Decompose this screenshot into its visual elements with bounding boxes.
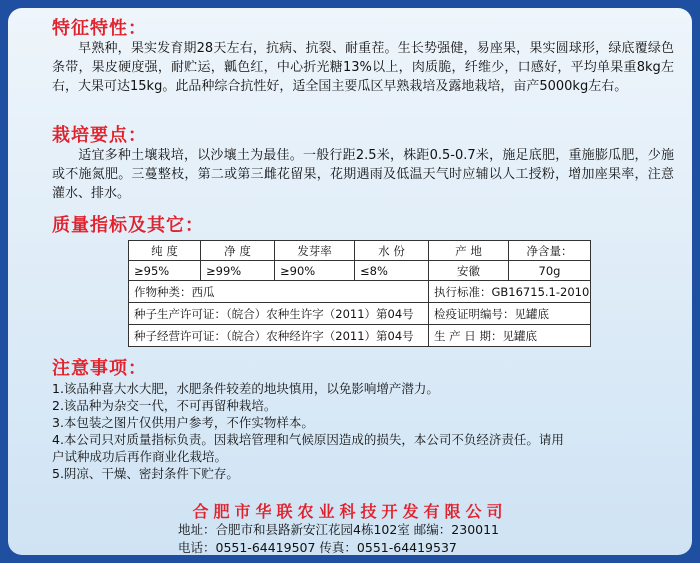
section-title-quality: 质量指标及其它： [52,215,204,236]
notes-list [52,380,678,482]
cultivation-line: 低温天气时应辅以人工授粉，增加座果率，注意灌水、排水。 [52,167,674,201]
production-license: 种子生产许可证：（皖合）农种生许字（2011）第04号 [129,303,429,325]
section-title-cultivation: 栽培要点： [52,125,147,146]
features-paragraph [52,39,674,96]
header-moisture: 水 份 [355,241,429,261]
note-item: 5.阴凉、干燥、密封条件下贮存。 [52,466,239,481]
company-phone: 电话：0551-64419507 传真：0551-64419537 [178,540,457,555]
crop-type: 作物种类：西瓜 [129,281,429,303]
business-license: 种子经营许可证：（皖合）农种经许字（2011）第04号 [129,325,429,347]
section-title-features: 特征特性： [52,18,147,39]
note-item: 户试种成功后再作商业化栽培。 [52,449,228,464]
seed-packet-panel [8,8,692,555]
note-item: 4.本公司只对质量指标负责。因栽培管理和气候原因造成的损失，本公司不负经济责任。请用 [52,432,564,447]
value-moisture: ≤8% [355,261,429,281]
company-address: 地址：合肥市和县路新安江花园4栋102室 邮编：230011 [178,522,500,537]
cultivation-line: 适宜多种土壤栽培，以沙壤土为最佳。一般行距2.5米，株距0.5-0.7米，施足 [78,148,529,163]
value-purity: ≥95% [129,261,201,281]
header-origin: 产 地 [429,241,509,261]
features-line: 实圆球形，绿底覆绿色条带，果皮硬度强，耐贮运，瓤色红，中心折光糖13%以上， [52,41,674,75]
business-license-row [129,325,591,347]
header-net-weight: 净含量： [509,241,591,261]
note-item: 3.本包装之图片仅供用户参考，不作实物样本。 [52,415,314,430]
crop-row [129,281,591,303]
value-cleanliness: ≥99% [201,261,275,281]
header-cleanliness: 净 度 [201,241,275,261]
quality-table [128,240,591,347]
section-title-notes: 注意事项： [52,358,147,379]
quality-values-row [129,261,591,281]
value-origin: 安徽 [429,261,509,281]
company-name: 合肥市华联农业科技开发有限公司 [192,502,508,521]
quarantine-certificate: 检疫证明编号：见罐底 [429,303,591,325]
value-germination: ≥90% [275,261,355,281]
quality-header-row [129,241,591,261]
note-item: 1.该品种喜大水大肥，水肥条件较差的地块慎用，以免影响增产潜力。 [52,381,439,396]
cultivation-line: 底肥，重施膨瓜肥，少施或不施氮肥。三蔓整枝，第二或第三雌花留果，花期遇雨及 [52,148,674,182]
features-line: 肉质脆，纤维少，口感好，平均单果重8kg左右，大果可达15kg。此品种综合抗性好， [52,60,674,94]
note-item: 2.该品种为杂交一代，不可再留种栽培。 [52,398,277,413]
features-line: 适全国主要瓜区早熟栽培及露地栽培，亩产5000kg左右。 [292,79,628,94]
value-net-weight: 70g [509,261,591,281]
header-purity: 纯 度 [129,241,201,261]
execution-standard: 执行标准：GB16715.1-2010 [429,281,591,303]
cultivation-paragraph [52,146,674,203]
production-license-row [129,303,591,325]
features-line: 早熟种，果实发育期28天左右，抗病、抗裂、耐重茬。生长势强健，易座果，果 [78,41,543,56]
header-germination: 发芽率 [275,241,355,261]
production-date: 生 产 日 期：见罐底 [429,325,591,347]
